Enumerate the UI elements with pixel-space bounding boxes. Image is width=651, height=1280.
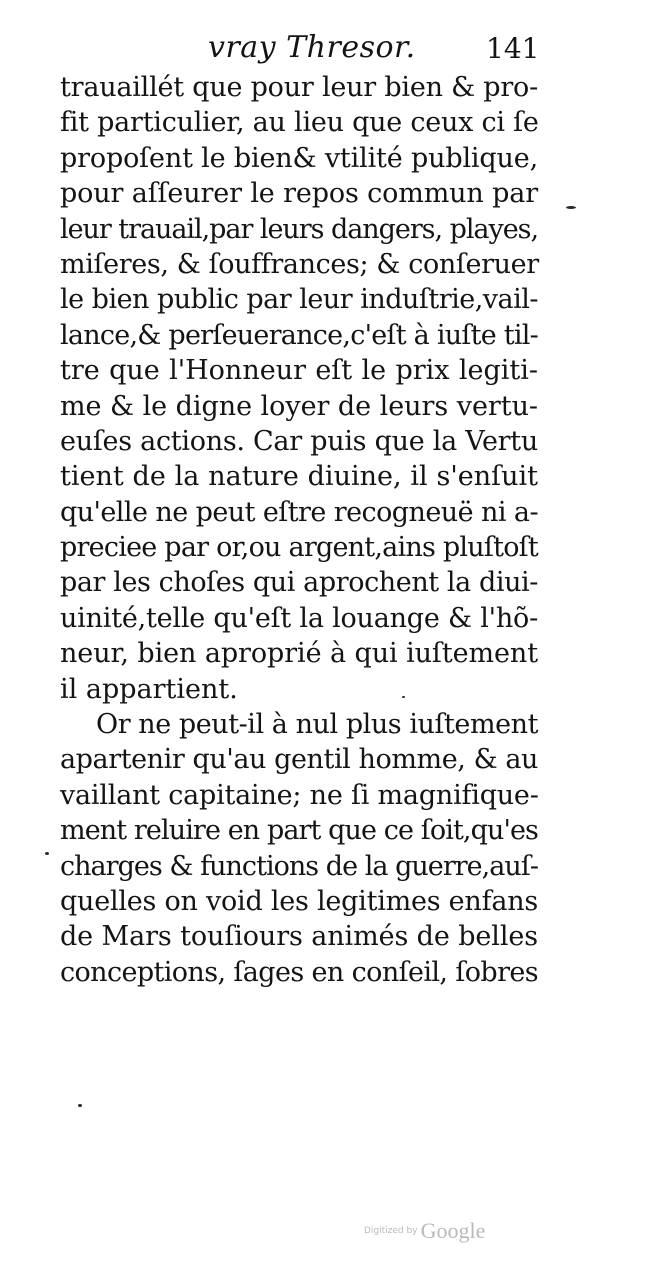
text-line: lance,& perſeuerance,c'eſt à iuſte til- xyxy=(60,319,538,351)
body-text xyxy=(60,70,538,990)
text-line: miſeres, & ſouffrances; & conſeruer xyxy=(60,248,539,280)
text-line: tient de la nature diuine, il s'enſuit xyxy=(60,461,538,493)
paragraph-2 xyxy=(60,707,538,990)
ink-speck xyxy=(402,696,405,698)
text-line: par les choſes qui aprochent la diui- xyxy=(60,567,538,599)
text-line: il appartient. xyxy=(60,673,238,705)
running-title: vray Thresor. xyxy=(208,30,416,65)
text-line: vaillant capitaine; ne ſi magnifique- xyxy=(60,779,539,811)
text-line: euſes actions. Car puis que la Vertu xyxy=(60,425,538,457)
text-line: ment reluire en part que ce ſoit,qu'es xyxy=(60,815,538,847)
text-line: le bien public par leur induſtrie,vail- xyxy=(60,284,538,316)
ink-speck xyxy=(45,852,49,855)
text-line: propoſent le bien& vtilité publique, xyxy=(60,142,538,174)
paragraph-1 xyxy=(60,70,538,707)
text-line: Or ne peut-il à nul plus iuſtement xyxy=(96,709,538,741)
google-watermark xyxy=(364,1218,504,1248)
page-number: 141 xyxy=(486,32,540,65)
text-line: pour aſſeurer le repos commun par xyxy=(60,178,538,210)
ink-speck xyxy=(78,1104,82,1107)
text-line: quelles on void les legitimes enfans xyxy=(60,885,538,917)
text-line: conceptions, ſages en conſeil, ſobres xyxy=(60,956,538,988)
text-line: me & le digne loyer de leurs vertu- xyxy=(60,390,538,422)
running-head xyxy=(0,30,651,70)
ink-speck xyxy=(566,206,576,209)
text-line: de Mars touſiours animés de belles xyxy=(60,921,538,953)
watermark-prefix: Digitized by xyxy=(364,1226,418,1236)
google-logo: Google xyxy=(420,1218,486,1243)
text-line: uinité,telle qu'eſt la louange & l'hõ- xyxy=(60,602,538,634)
text-line: qu'elle ne peut eſtre recogneuë ni a- xyxy=(60,496,538,528)
text-line: charges & functions de la guerre,auſ- xyxy=(60,850,538,882)
text-line: neur, bien aproprié à qui iuſtement xyxy=(60,638,538,670)
text-line: fit particulier, au lieu que ceux ci ſe xyxy=(60,107,539,139)
text-line: leur trauail,par leurs dangers, playes, xyxy=(60,213,538,245)
text-line: apartenir qu'au gentil homme, & au xyxy=(60,744,538,776)
text-line: tre que l'Honneur eſt le prix legiti- xyxy=(60,355,538,387)
text-line: trauaillét que pour leur bien & pro- xyxy=(60,72,538,103)
text-line: preciee par or,ou argent,ains pluſtoſt xyxy=(60,532,538,564)
